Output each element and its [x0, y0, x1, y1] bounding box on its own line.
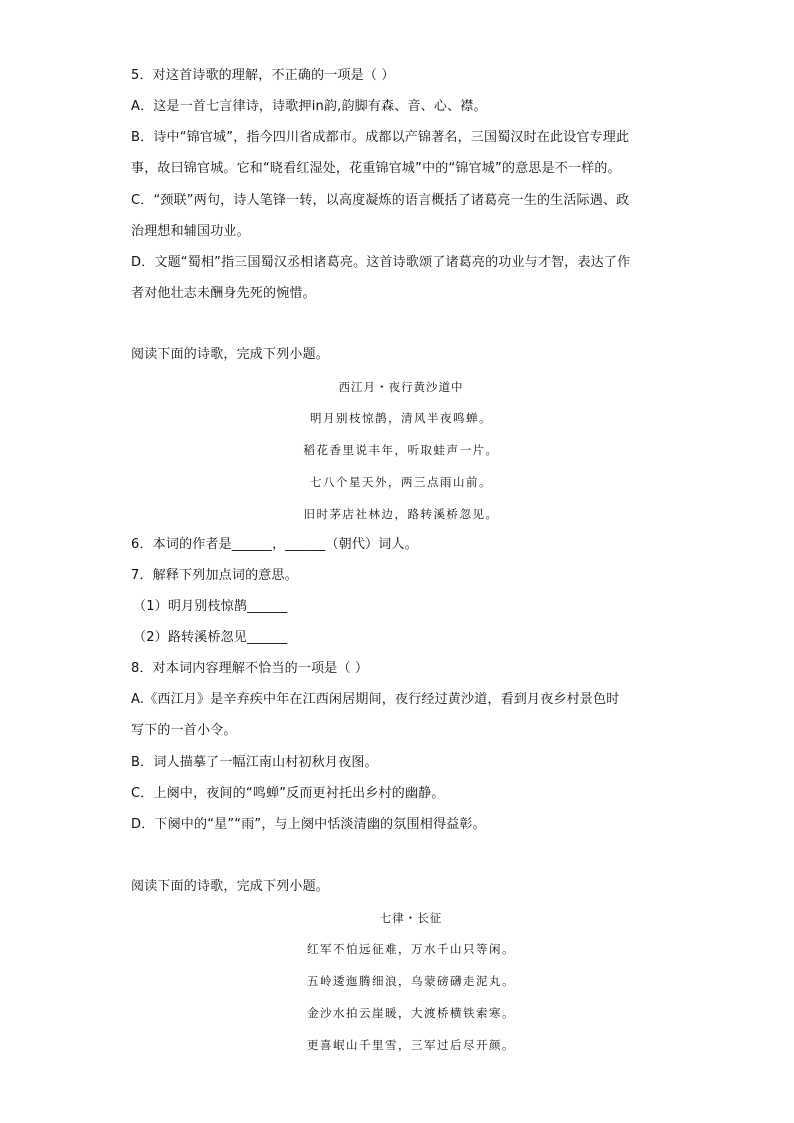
q8-option-c: C．上阕中，夜间的“鸣蝉”反而更衬托出乡村的幽静。 — [131, 786, 445, 801]
q5-option-b-line1: B．诗中“锦官城”，指今四川省成都市。成都以产锦著名，三国蜀汉时在此设官专理此 — [131, 130, 630, 145]
poem1-title: 西江月・夜行黄沙道中 — [338, 380, 464, 394]
q6-stem: 6．本词的作者是______，______（朝代）词人。 — [131, 537, 418, 552]
poem2-line: 金沙水拍云崖暖，大渡桥横铁索寒。 — [307, 1006, 515, 1020]
poem1-line: 稻花香里说丰年，听取蛙声一片。 — [303, 443, 499, 457]
section2-intro: 阅读下面的诗歌，完成下列小题。 — [131, 347, 330, 362]
q5-option-a: A．这是一首七言律诗，诗歌押in韵,韵脚有森、音、心、襟。 — [131, 99, 487, 114]
poem1-line: 旧时茅店社林边，路转溪桥忽见。 — [303, 507, 499, 521]
q7-stem: 7．解释下列加点词的意思。 — [131, 568, 298, 583]
q5-option-c-line1: C．“颈联”两句，诗人笔锋一转，以高度凝炼的语言概括了诸葛亮一生的生活际遇、政 — [131, 193, 630, 208]
poem2-line: 更喜岷山千里雪，三军过后尽开颜。 — [307, 1038, 515, 1052]
q5-option-c-line2: 治理想和辅国功业。 — [131, 224, 250, 239]
poem2-line: 五岭逶迤腾细浪，乌蒙磅礴走泥丸。 — [307, 974, 515, 988]
poem1-line: 明月别枝惊鹊，清风半夜鸣蝉。 — [310, 411, 492, 425]
q5-option-b-line2: 事，故曰锦官城。它和“晓看红湿处，花重锦官城”中的“锦官城”的意思是不一样的。 — [131, 161, 621, 176]
q8-option-d: D．下阕中的“星”“雨”，与上阕中恬淡清幽的氛围相得益彰。 — [131, 817, 486, 832]
poem2-line: 红军不怕远征难，万水千山只等闲。 — [307, 942, 515, 956]
q5-option-d-line2: 者对他壮志未酬身先死的惋惜。 — [131, 286, 316, 301]
poem2-title: 七律・长征 — [379, 911, 443, 925]
q5-option-d-line1: D．文题“蜀相”指三国蜀汉丞相诸葛亮。这首诗歌颂了诸葛亮的功业与才智，表达了作 — [131, 255, 631, 270]
q7-item-1: （1）明月别枝惊鹊______ — [133, 599, 288, 614]
q5-stem: 5．对这首诗歌的理解，不正确的一项是（ ） — [131, 68, 395, 83]
q8-option-a-line1: A.《西江月》是辛弃疾中年在江西闲居期间，夜行经过黄沙道，看到月夜乡村景色时 — [131, 692, 620, 707]
q8-option-a-line2: 写下的一首小令。 — [131, 723, 237, 738]
section3-intro: 阅读下面的诗歌，完成下列小题。 — [131, 879, 330, 894]
q8-stem: 8．对本词内容理解不恰当的一项是（ ） — [131, 661, 369, 676]
q8-option-b: B．词人描摹了一幅江南山村初秋月夜图。 — [131, 755, 378, 770]
poem1-line: 七八个星天外，两三点雨山前。 — [310, 475, 492, 489]
q7-item-2: （2）路转溪桥忽见______ — [133, 630, 288, 645]
